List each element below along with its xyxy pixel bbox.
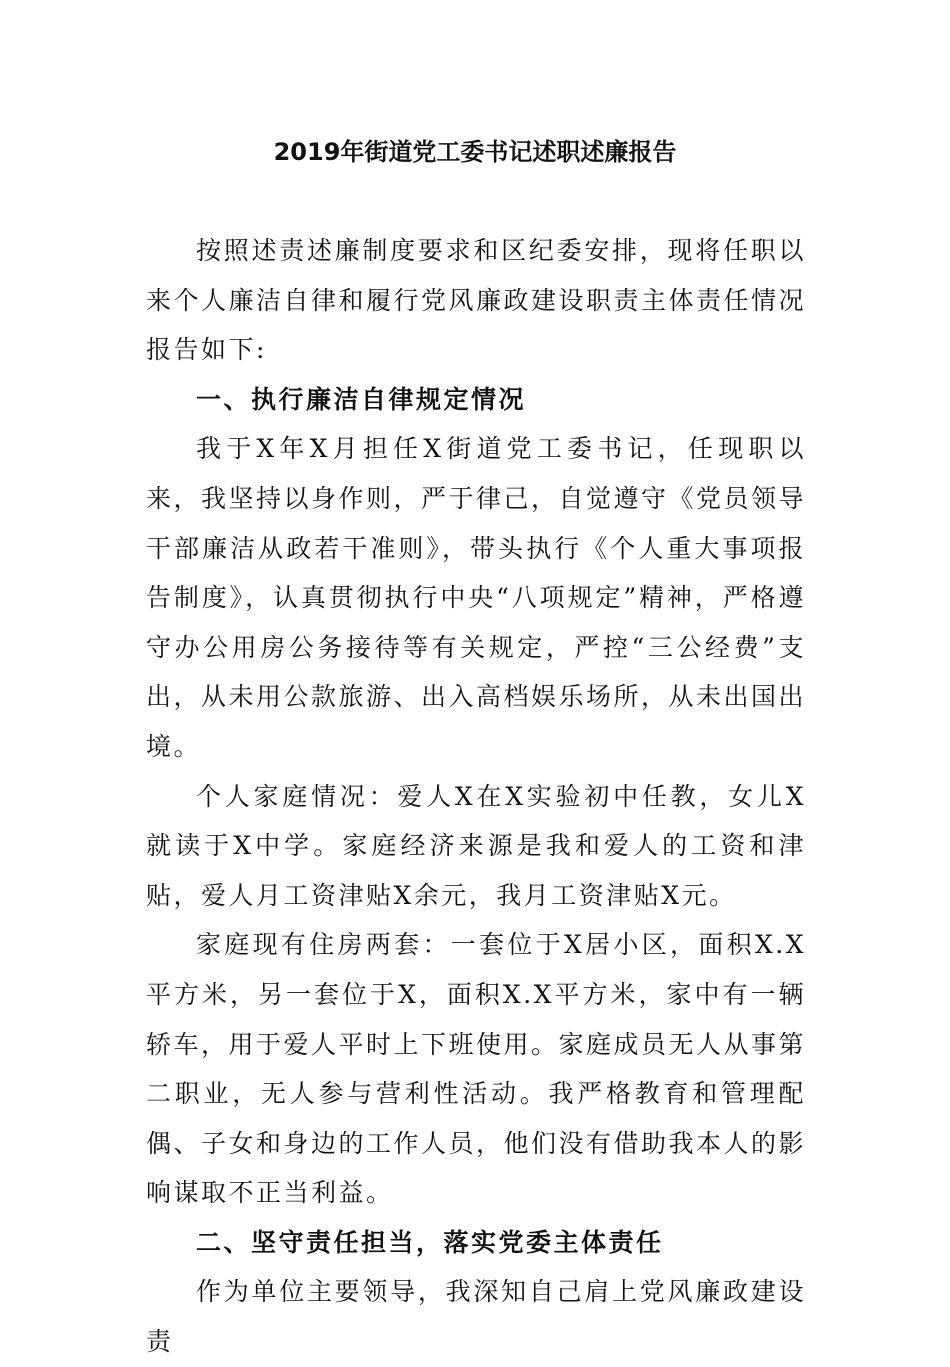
section-1-heading: 一、执行廉洁自律规定情况 [196, 384, 527, 414]
section-2-heading: 二、坚守责任担当，落实党委主体责任 [196, 1227, 664, 1257]
section-1-paragraph-3: 家庭现有住房两套：一套位于X居小区，面积X.X平方米，另一套位于X，面积X.X平方米，家中有一辆轿车，用于爱人平时上下班使用。家庭成员无人从事第二职业，无人参与营利性活动。我严格教育和管理配偶、子女和身边的工作人员，他们没有借助我本人的影响谋取不正当利益。 [146, 930, 807, 1208]
section-1-paragraph-1: 我于X年X月担任X街道党工委书记，任现职以来，我坚持以身作则，严于律己，自觉遵守《党员领导干部廉洁从政若干准则》，带头执行《个人重大事项报告制度》，认真贯彻执行中央“八项规定”精神，严格遵守办公用房公务接待等有关规定，严控“三公经费”支出，从未用公款旅游、出入高档娱乐场所，从未出国出境。 [146, 434, 807, 761]
document-body [146, 226, 806, 1367]
document-title: 2019年街道党工委书记述职述廉报告 [273, 138, 677, 166]
section-1-paragraph-2: 个人家庭情况：爱人X在X实验初中任教，女儿X就读于X中学。家庭经济来源是我和爱人的工资和津贴，爱人月工资津贴X余元，我月工资津贴X元。 [146, 781, 806, 910]
intro-paragraph: 按照述责述廉制度要求和区纪委安排，现将任职以来个人廉洁自律和履行党风廉政建设职责主体责任情况报告如下: [146, 236, 807, 365]
section-2-paragraph-1: 作为单位主要领导，我深知自己肩上党风廉政建设责 [146, 1277, 806, 1357]
